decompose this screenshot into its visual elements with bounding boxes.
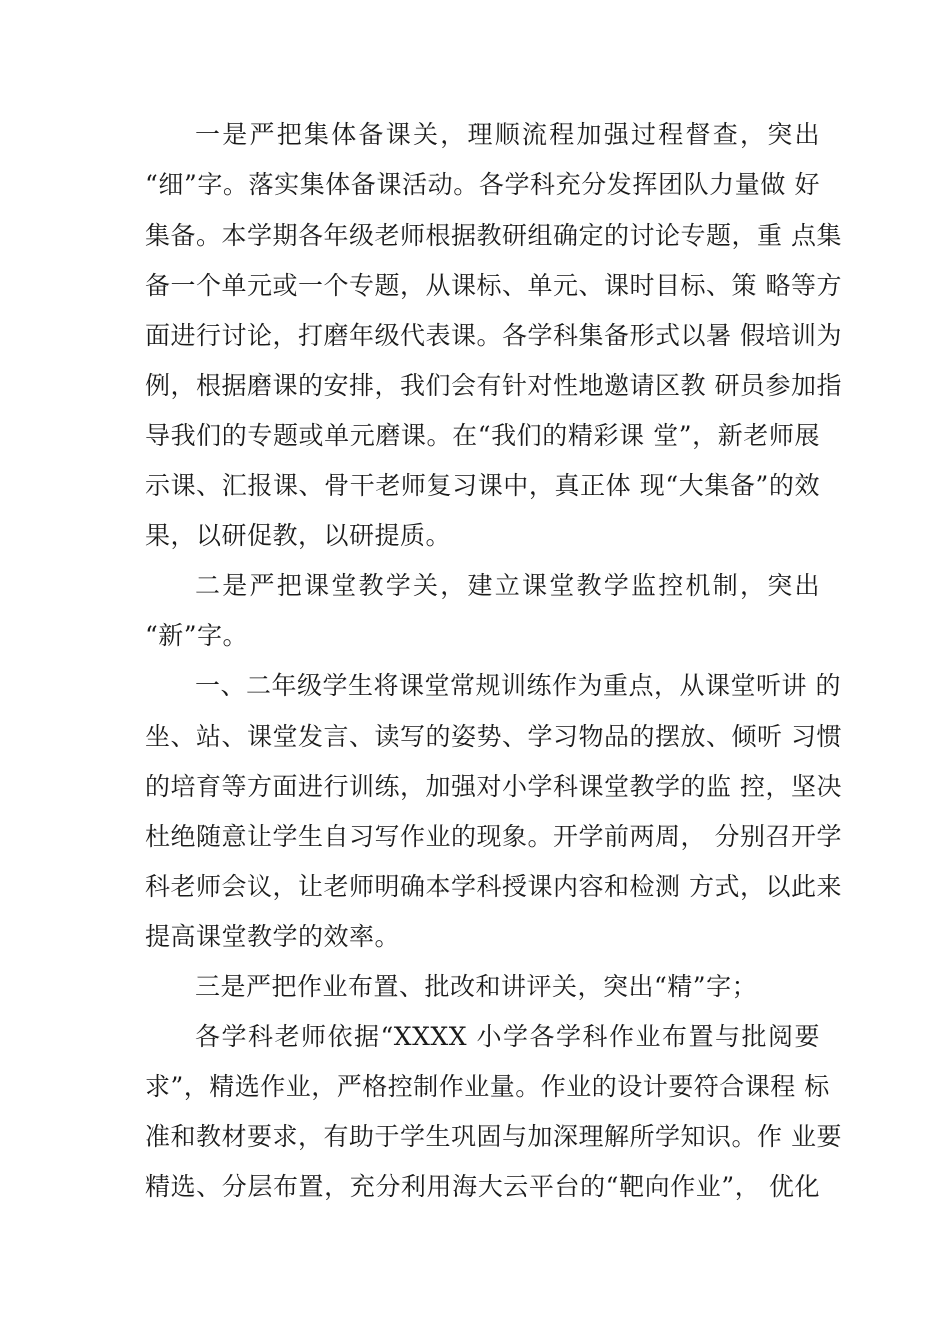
paragraph-1-line-3: 集备。本学期各年级老师根据教研组确定的讨论专题，重 点集 — [145, 221, 842, 250]
paragraph-5-line-3: 准和教材要求，有助于学生巩固与加深理解所学知识。作 业要 — [145, 1122, 842, 1151]
paragraph-3-line-2: 坐、站、课堂发言、读写的姿势、学习物品的摆放、倾听 习惯 — [145, 722, 842, 751]
paragraph-3-line-1: 一、二年级学生将课堂常规训练作为重点，从课堂听讲 的 — [195, 671, 841, 700]
paragraph-3-line-5: 科老师会议，让老师明确本学科授课内容和检测 方式，以此来 — [145, 872, 842, 901]
paragraph-1-line-7: 导我们的专题或单元磨课。在“我们的精彩课 堂”，新老师展 — [145, 421, 820, 450]
paragraph-4-line-1: 三是严把作业布置、批改和讲评关，突出“精”字； — [195, 972, 758, 1001]
paragraph-2-line-2: “新”字。 — [145, 621, 249, 650]
paragraph-1-line-2: “细”字。落实集体备课活动。各学科充分发挥团队力量做 好 — [145, 170, 820, 199]
paragraph-1-line-1: 一是严把集体备课关，理顺流程加强过程督查，突出 — [195, 120, 820, 149]
paragraph-3-line-4: 杜绝随意让学生自习写作业的现象。开学前两周， 分别召开学 — [145, 822, 842, 851]
paragraph-1-line-6: 例，根据磨课的安排，我们会有针对性地邀请区教 研员参加指 — [145, 371, 842, 400]
paragraph-3-line-6: 提高课堂教学的效率。 — [145, 922, 401, 951]
paragraph-3-line-3: 的培育等方面进行训练，加强对小学科课堂教学的监 控，坚决 — [145, 772, 842, 801]
paragraph-5-line-4: 精选、分层布置，充分利用海大云平台的“靶向作业”， 优化 — [145, 1172, 820, 1201]
paragraph-1-line-4: 备一个单元或一个专题，从课标、单元、课时目标、策 略等方 — [145, 271, 842, 300]
paragraph-1-line-5: 面进行讨论，打磨年级代表课。各学科集备形式以暑 假培训为 — [145, 321, 842, 350]
paragraph-1-line-9: 果，以研促教，以研提质。 — [145, 521, 452, 550]
paragraph-2-line-1: 二是严把课堂教学关，建立课堂教学监控机制，突出 — [195, 571, 820, 600]
paragraph-5-line-1: 各学科老师依据“XXXX 小学各学科作业布置与批阅要 — [195, 1022, 820, 1051]
paragraph-5-line-2: 求”，精选作业，严格控制作业量。作业的设计要符合课程 标 — [145, 1072, 830, 1101]
paragraph-1-line-8: 示课、汇报课、骨干老师复习课中，真正体 现“大集备”的效 — [145, 471, 820, 500]
